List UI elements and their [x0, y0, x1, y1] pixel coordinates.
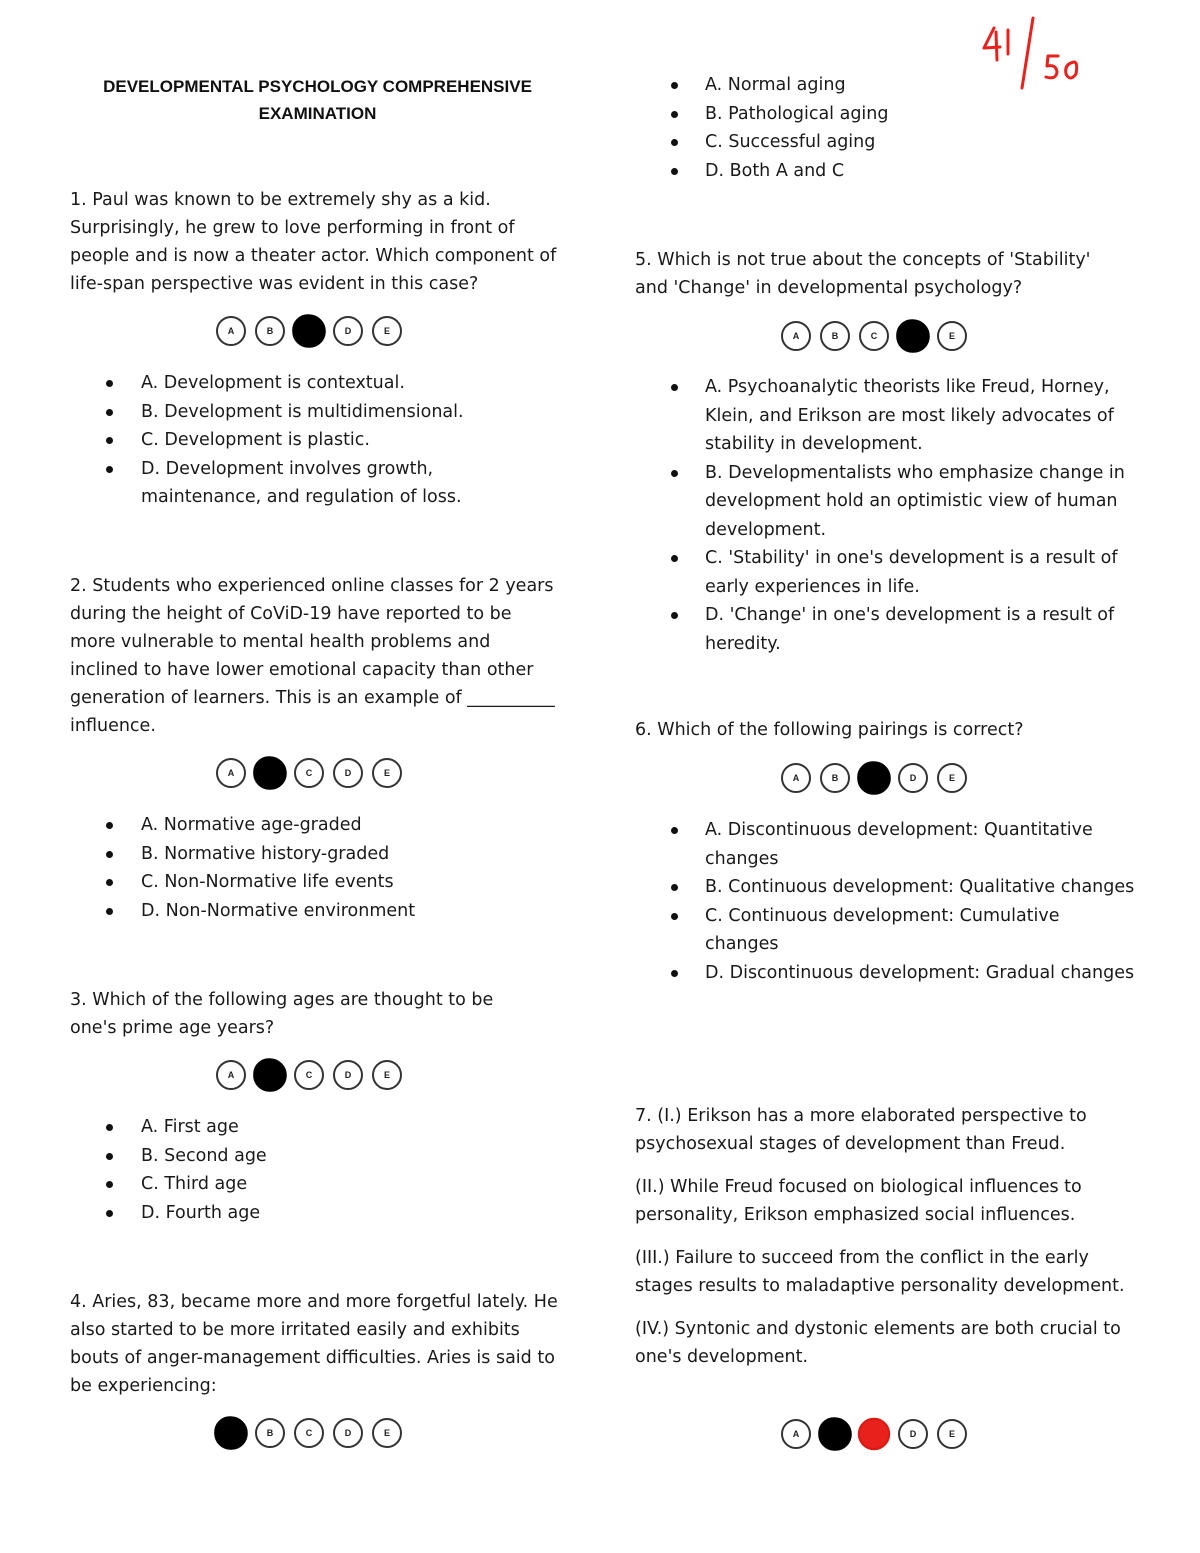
- exam-title: [70, 73, 565, 127]
- bubble-q6-d[interactable]: D: [898, 763, 928, 793]
- option-q1-a: A. Development is contextual.: [70, 369, 540, 398]
- question-3-text: 3. Which of the following ages are thought to be one's prime age years?: [70, 990, 494, 1038]
- answer-bubbles-q5[interactable]: [781, 321, 967, 351]
- option-q1-b: B. Development is multidimensional.: [70, 398, 540, 427]
- bubble-q7-c-correction[interactable]: [858, 1418, 890, 1450]
- bubble-q6-e[interactable]: E: [937, 763, 967, 793]
- bubble-q6-a[interactable]: A: [781, 763, 811, 793]
- question-5-text: 5. Which is not true about the concepts of 'Stability' and 'Change' in developmental psychology?: [635, 250, 1091, 298]
- option-q2-b: B. Normative history-graded: [70, 840, 540, 869]
- bubble-q1-c-marked[interactable]: [292, 314, 326, 348]
- bubble-q5-c[interactable]: C: [859, 321, 889, 351]
- options-q2: [70, 811, 540, 925]
- options-q1: [70, 369, 540, 512]
- bubble-q6-b[interactable]: B: [820, 763, 850, 793]
- options-q4: [635, 71, 1105, 185]
- options-q5: [635, 373, 1135, 658]
- option-q3-d: D. Fourth age: [70, 1199, 540, 1228]
- answer-bubbles-q1[interactable]: [216, 316, 402, 346]
- question-6-text: 6. Which of the following pairings is correct?: [635, 720, 1024, 740]
- bubble-q3-d[interactable]: D: [333, 1060, 363, 1090]
- option-q5-a: A. Psychoanalytic theorists like Freud, Horney, Klein, and Erikson are most likely advocates of stability in development.: [635, 373, 1135, 459]
- option-q1-c: C. Development is plastic.: [70, 426, 540, 455]
- bubble-q2-b-marked[interactable]: [253, 756, 287, 790]
- option-q3-a: A. First age: [70, 1113, 540, 1142]
- bubble-q5-e[interactable]: E: [937, 321, 967, 351]
- option-q3-b: B. Second age: [70, 1142, 540, 1171]
- question-1: [70, 186, 570, 298]
- question-4-text: 4. Aries, 83, became more and more forgetful lately. He also started to be more irritated easily and exhibits bouts of anger-management difficulties. Aries is said to be experiencing:: [70, 1292, 558, 1396]
- options-q6: [635, 816, 1135, 987]
- question-1-text: 1. Paul was known to be extremely shy as a kid. Surprisingly, he grew to love performing in front of people and is now a theater actor. Which component of life-span perspective was evident in this case?: [70, 190, 557, 294]
- question-2: [70, 572, 560, 740]
- bubble-q5-a[interactable]: A: [781, 321, 811, 351]
- bubble-q5-b[interactable]: B: [820, 321, 850, 351]
- bubble-q4-e[interactable]: E: [372, 1418, 402, 1448]
- option-q1-d: D. Development involves growth, maintenance, and regulation of loss.: [70, 455, 540, 512]
- bubble-q1-a[interactable]: A: [216, 316, 246, 346]
- option-q6-a: A. Discontinuous development: Quantitative changes: [635, 816, 1135, 873]
- bubble-q2-a[interactable]: A: [216, 758, 246, 788]
- bubble-q2-d[interactable]: D: [333, 758, 363, 788]
- question-6: [635, 716, 1125, 744]
- question-5: [635, 246, 1125, 302]
- exam-title-line1: DEVELOPMENTAL PSYCHOLOGY COMPREHENSIVE: [103, 77, 532, 96]
- option-q3-c: C. Third age: [70, 1170, 540, 1199]
- option-q6-c: C. Continuous development: Cumulative changes: [635, 902, 1135, 959]
- bubble-q3-a[interactable]: A: [216, 1060, 246, 1090]
- option-q4-b: B. Pathological aging: [635, 100, 1105, 129]
- bubble-q4-d[interactable]: D: [333, 1418, 363, 1448]
- bubble-q4-b[interactable]: B: [255, 1418, 285, 1448]
- question-3: [70, 986, 540, 1042]
- question-4: [70, 1288, 565, 1400]
- option-q2-c: C. Non-Normative life events: [70, 868, 540, 897]
- option-q5-d: D. 'Change' in one's development is a result of heredity.: [635, 601, 1135, 658]
- question-7-statement-1: 7. (I.) Erikson has a more elaborated perspective to psychosexual stages of development than Freud.: [635, 1106, 1087, 1154]
- question-7: [635, 1102, 1135, 1386]
- bubble-q3-e[interactable]: E: [372, 1060, 402, 1090]
- bubble-q3-b-marked[interactable]: [253, 1058, 287, 1092]
- options-q3: [70, 1113, 540, 1227]
- answer-bubbles-q2[interactable]: [216, 758, 402, 788]
- option-q6-d: D. Discontinuous development: Gradual changes: [635, 959, 1135, 988]
- bubble-q2-c[interactable]: C: [294, 758, 324, 788]
- bubble-q5-d-marked[interactable]: [896, 319, 930, 353]
- bubble-q7-e[interactable]: E: [937, 1419, 967, 1449]
- option-q2-a: A. Normative age-graded: [70, 811, 540, 840]
- option-q4-a: A. Normal aging: [635, 71, 1105, 100]
- bubble-q2-e[interactable]: E: [372, 758, 402, 788]
- option-q4-d: D. Both A and C: [635, 157, 1105, 186]
- question-7-statement-4: (IV.) Syntonic and dystonic elements are both crucial to one's development.: [635, 1319, 1121, 1367]
- answer-bubbles-q6[interactable]: [781, 763, 967, 793]
- bubble-q1-d[interactable]: D: [333, 316, 363, 346]
- question-2-text: 2. Students who experienced online classes for 2 years during the height of CoViD-19 have reported to be more vulnerable to mental health problems and inclined to have lower emotional capacity than other generation of learners. This is an example of __________ influence.: [70, 576, 555, 736]
- bubble-q1-b[interactable]: B: [255, 316, 285, 346]
- bubble-q7-d[interactable]: D: [898, 1419, 928, 1449]
- option-q5-c: C. 'Stability' in one's development is a result of early experiences in life.: [635, 544, 1135, 601]
- option-q5-b: B. Developmentalists who emphasize change in development hold an optimistic view of human development.: [635, 459, 1135, 545]
- question-7-statement-2: (II.) While Freud focused on biological influences to personality, Erikson emphasized social influences.: [635, 1177, 1082, 1225]
- bubble-q3-c[interactable]: C: [294, 1060, 324, 1090]
- answer-bubbles-q3[interactable]: [216, 1060, 402, 1090]
- bubble-q7-b-marked[interactable]: [818, 1417, 852, 1451]
- bubble-q4-a-marked[interactable]: [214, 1416, 248, 1450]
- bubble-q4-c[interactable]: C: [294, 1418, 324, 1448]
- option-q2-d: D. Non-Normative environment: [70, 897, 540, 926]
- option-q6-b: B. Continuous development: Qualitative changes: [635, 873, 1135, 902]
- option-q4-c: C. Successful aging: [635, 128, 1105, 157]
- exam-title-line2: EXAMINATION: [258, 104, 377, 123]
- bubble-q7-a[interactable]: A: [781, 1419, 811, 1449]
- answer-bubbles-q7[interactable]: [781, 1419, 967, 1449]
- bubble-q6-c-marked[interactable]: [857, 761, 891, 795]
- answer-bubbles-q4[interactable]: [216, 1418, 402, 1448]
- bubble-q1-e[interactable]: E: [372, 316, 402, 346]
- question-7-statement-3: (III.) Failure to succeed from the conflict in the early stages results to maladaptive personality development.: [635, 1248, 1125, 1296]
